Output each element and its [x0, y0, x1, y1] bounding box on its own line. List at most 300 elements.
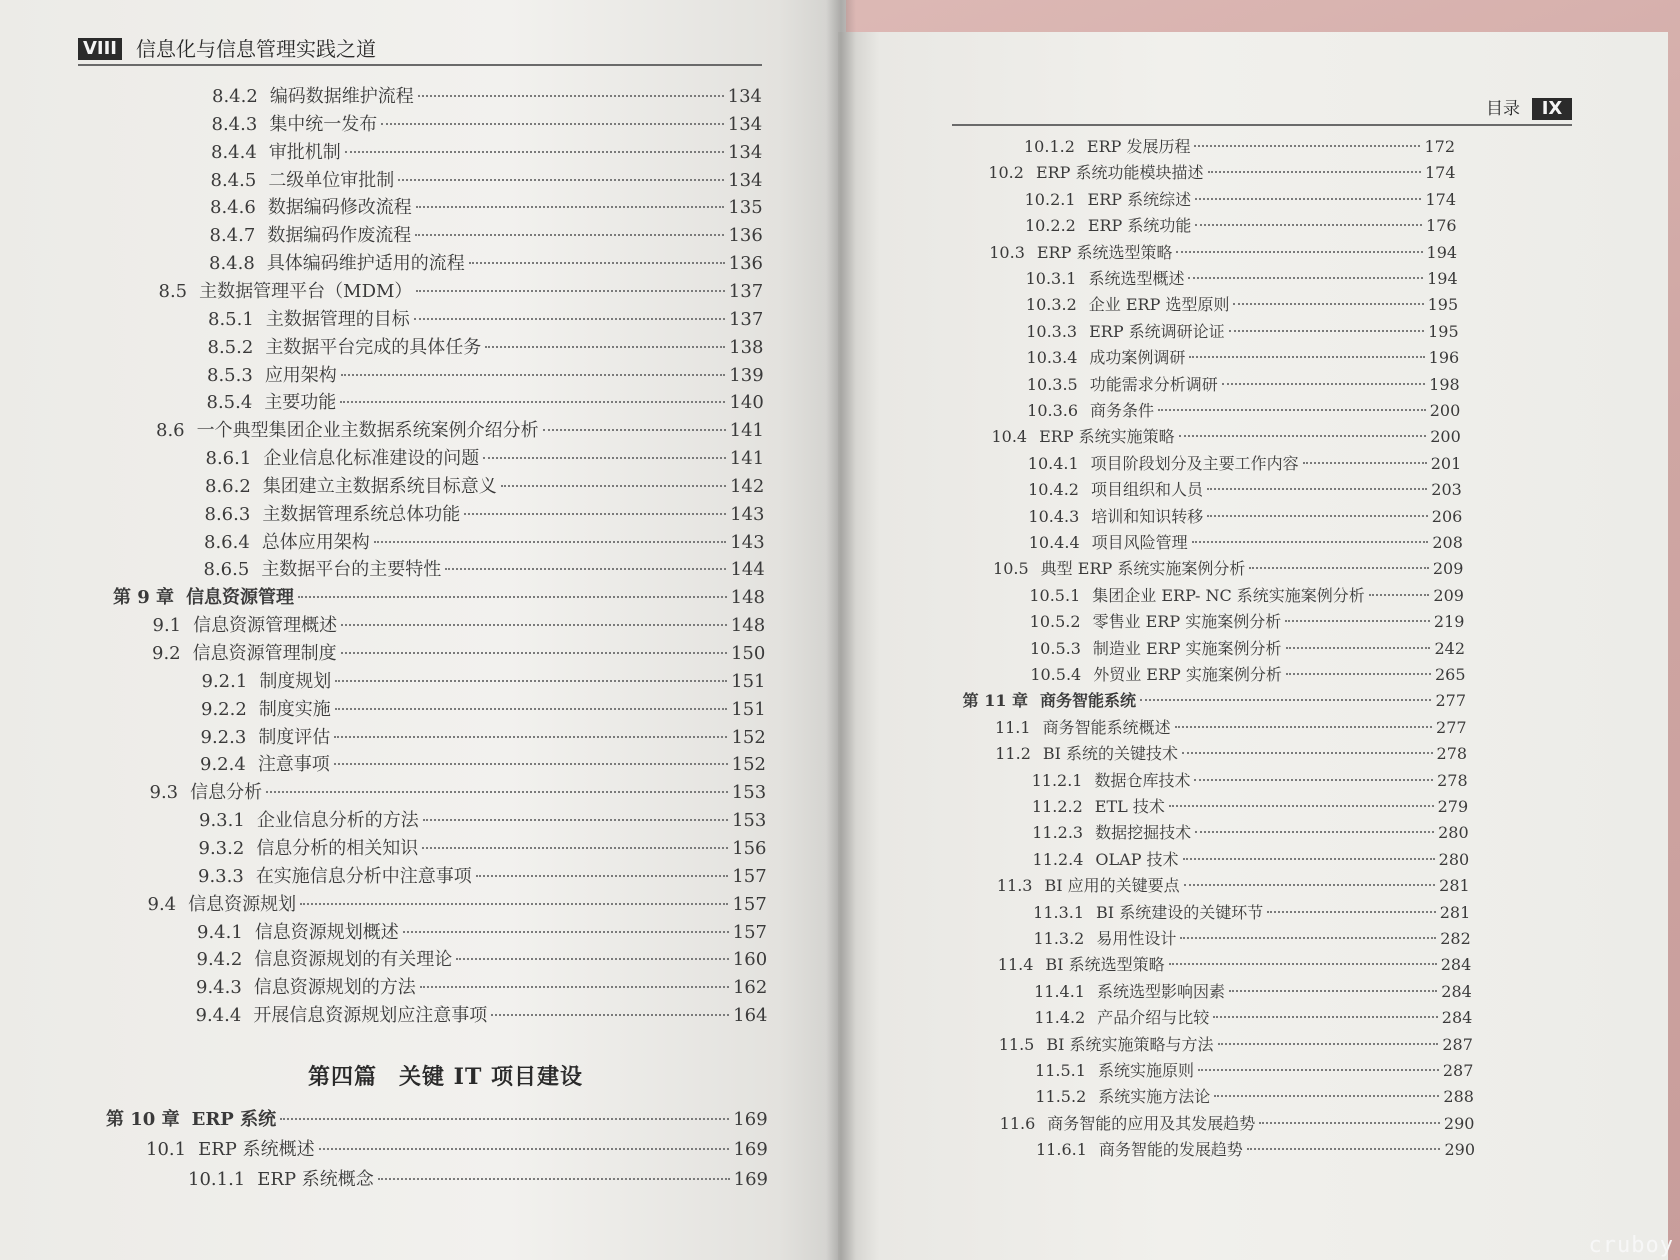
toc-entry — [1032, 768, 1468, 791]
toc-entry-page: 134 — [727, 113, 763, 135]
dot-leader — [420, 986, 729, 988]
book-title: 信息化与信息管理实践之道 — [136, 37, 376, 61]
toc-entry-number: 10.1 — [146, 1139, 187, 1160]
toc-entry-title: 制度实施 — [258, 698, 331, 720]
toc-entry-page: 176 — [1426, 216, 1457, 236]
dot-leader — [1207, 488, 1427, 490]
toc-entry-page: 174 — [1425, 189, 1457, 209]
toc-entry-number: 11.5.2 — [1035, 1087, 1087, 1107]
dot-leader — [1247, 1148, 1441, 1150]
toc-entry-number: 9.1 — [152, 615, 182, 637]
toc-entry-number: 10.3.1 — [1025, 269, 1077, 288]
toc-entry-number: 10.5.3 — [1030, 638, 1081, 658]
toc-entry-number: 8.4.8 — [209, 253, 255, 275]
toc-entry-title: 系统选型影响因素 — [1096, 981, 1225, 1001]
toc-entry-number: 10.2 — [988, 163, 1024, 183]
toc-entry-title: 信息资源规划的方法 — [253, 977, 416, 999]
toc-entry-title: ETL 技术 — [1094, 797, 1165, 816]
toc-entry-title: 集团企业 ERP- NC 系统实施案例分析 — [1092, 585, 1365, 605]
toc-entry-number: 10.5 — [993, 559, 1029, 579]
toc-entry — [1033, 926, 1470, 949]
toc-entry-page: 137 — [728, 308, 764, 330]
watermark: cruboy — [1588, 1233, 1674, 1258]
toc-entry-number: 9.3.3 — [198, 865, 244, 887]
toc-entry — [208, 305, 763, 331]
toc-entry-page: 150 — [730, 643, 766, 664]
dot-leader — [1222, 383, 1425, 385]
toc-entry-page: 287 — [1442, 1061, 1474, 1080]
toc-entry-page: 138 — [729, 336, 764, 358]
toc-entry-number: 11.4.2 — [1034, 1008, 1086, 1028]
toc-entry-page: 169 — [733, 1109, 768, 1130]
toc-entry-title: 制度评估 — [258, 726, 331, 748]
toc-entry — [197, 945, 768, 971]
toc-entry — [148, 890, 767, 916]
dot-leader — [1195, 831, 1434, 833]
toc-entry-number: 11.2.3 — [1032, 823, 1084, 843]
toc-entry-number: 第 10 章 — [106, 1109, 180, 1130]
toc-entry-number: 8.6 — [156, 420, 185, 442]
toc-entry-number: 11.3.2 — [1033, 929, 1085, 948]
toc-entry-title: ERP 发展历程 — [1086, 137, 1191, 156]
toc-entry-number: 8.5.3 — [207, 364, 253, 386]
dot-leader — [334, 763, 728, 765]
toc-entry-title: 制造业 ERP 实施案例分析 — [1092, 638, 1282, 658]
toc-entry-page: 194 — [1427, 269, 1458, 288]
left-page-number: VIII — [78, 38, 122, 60]
toc-entry-number: 8.5.2 — [207, 336, 254, 358]
toc-entry-number: 8.4.7 — [209, 225, 256, 247]
toc-entry-title: 在实施信息分析中注意事项 — [255, 865, 472, 887]
toc-entry-page: 277 — [1435, 691, 1467, 711]
dot-leader — [423, 819, 728, 821]
right-page — [838, 32, 1668, 1260]
toc-entry-number: 10.1.2 — [1024, 137, 1075, 156]
toc-entry — [1027, 372, 1460, 395]
dot-leader — [1208, 171, 1421, 173]
toc-entry-number: 9.3.1 — [199, 810, 245, 832]
toc-entry — [210, 221, 763, 247]
toc-entry-number: 8.4.3 — [211, 113, 258, 135]
toc-entry-page: 141 — [729, 420, 764, 442]
toc-entry-number: 11.4.1 — [1034, 981, 1085, 1001]
toc-entry — [196, 1001, 768, 1027]
dot-leader — [483, 457, 725, 459]
dot-leader — [1286, 673, 1431, 675]
toc-entry — [159, 277, 764, 303]
toc-entry-page: 265 — [1434, 665, 1466, 684]
toc-entry-title: 注意事项 — [257, 754, 330, 776]
toc-entry-title: 商务智能系统 — [1040, 691, 1137, 711]
toc-entry-number: 9.4.1 — [197, 921, 243, 943]
right-page-number: IX — [1532, 98, 1572, 120]
toc-entry-number: 8.4.4 — [211, 141, 257, 163]
toc-entry — [207, 388, 764, 414]
toc-entry-page: 278 — [1437, 770, 1468, 790]
toc-entry-title: 典型 ERP 系统实施案例分析 — [1040, 559, 1246, 579]
dot-leader — [319, 1148, 730, 1150]
toc-entry-title: 信息资源管理 — [186, 587, 295, 609]
toc-entry-title: 主数据管理平台（MDM） — [199, 280, 413, 302]
toc-entry-page: 282 — [1440, 929, 1471, 948]
toc-entry-number: 8.4.5 — [210, 169, 257, 191]
toc-entry — [1025, 187, 1456, 210]
toc-entry-page: 277 — [1436, 717, 1467, 737]
toc-entry-title: 编码数据维护流程 — [269, 86, 414, 107]
toc-entry-title: 信息资源管理制度 — [192, 643, 337, 664]
toc-entry-page: 139 — [729, 364, 764, 386]
toc-entry-title: 商务智能的应用及其发展趋势 — [1047, 1113, 1256, 1133]
toc-entry — [198, 862, 767, 888]
dot-leader — [485, 346, 725, 348]
toc-entry — [200, 750, 766, 776]
toc-entry-page: 203 — [1431, 480, 1462, 500]
toc-entry-title: 商务条件 — [1090, 401, 1155, 420]
toc-entry-title: OLAP 技术 — [1095, 849, 1179, 869]
dot-leader — [1184, 884, 1436, 886]
toc-entry-number: 10.1.1 — [188, 1169, 246, 1190]
toc-entry-page: 157 — [732, 865, 767, 887]
toc-entry-page: 134 — [728, 169, 763, 191]
toc-entry — [1033, 900, 1470, 923]
toc-entry-title: ERP 系统实施策略 — [1039, 427, 1175, 447]
toc-entry-title: 项目组织和人员 — [1090, 480, 1203, 500]
toc-entry-title: 信息资源规划的有关理论 — [254, 949, 453, 971]
toc-entry-number: 11.2.1 — [1031, 770, 1083, 790]
toc-entry — [146, 1135, 768, 1161]
toc-entry-page: 287 — [1442, 1034, 1473, 1054]
toc-entry — [1033, 847, 1470, 870]
toc-entry-title: 主数据管理系统总体功能 — [262, 503, 461, 525]
toc-entry-title: 项目阶段划分及主要工作内容 — [1090, 453, 1299, 473]
toc-entry-page: 280 — [1438, 823, 1469, 843]
toc-entry-title: 具体编码维护适用的流程 — [266, 253, 465, 275]
toc-entry-title: 数据编码修改流程 — [267, 197, 412, 219]
toc-entry-page: 288 — [1443, 1087, 1474, 1107]
toc-entry-number: 11.6.1 — [1036, 1140, 1087, 1160]
toc-entry — [211, 138, 762, 164]
dot-leader — [543, 429, 726, 431]
toc-entry-title: 企业 ERP 选型原则 — [1088, 295, 1230, 315]
toc-entry — [1025, 213, 1457, 236]
toc-entry-title: 主数据平台完成的具体任务 — [265, 336, 482, 358]
toc-entry-number: 第 11 章 — [962, 691, 1029, 711]
toc-entry-page: 157 — [732, 921, 767, 943]
dot-leader — [1207, 515, 1427, 517]
toc-entry-title: 数据仓库技术 — [1094, 770, 1191, 790]
toc-entry-page: 281 — [1439, 876, 1470, 896]
toc-entry — [113, 583, 765, 609]
toc-entry-page: 200 — [1430, 427, 1461, 447]
toc-entry-number: 10.3.4 — [1026, 348, 1078, 368]
toc-entry — [205, 500, 765, 526]
toc-entry-page: 160 — [732, 949, 768, 971]
toc-entry — [1034, 1005, 1472, 1028]
toc-entry — [995, 715, 1467, 738]
toc-entry — [199, 834, 767, 860]
toc-entry — [201, 695, 766, 721]
toc-entry-page: 151 — [731, 670, 766, 692]
toc-entry-page: 156 — [732, 837, 767, 859]
dot-leader — [374, 541, 726, 543]
toc-entry-page: 144 — [730, 559, 765, 581]
toc-entry-number: 10.3.3 — [1026, 321, 1078, 341]
toc-entry-number: 9.4.4 — [195, 1005, 242, 1027]
toc-entry — [201, 723, 766, 749]
dot-leader — [1259, 1122, 1440, 1124]
toc-entry — [211, 166, 763, 192]
toc-entry — [1026, 292, 1458, 315]
dot-leader — [1195, 198, 1421, 200]
dot-leader — [469, 262, 725, 264]
toc-entry-number: 9.2.2 — [201, 698, 247, 720]
toc-entry — [196, 973, 767, 999]
dot-leader — [1229, 990, 1437, 992]
toc-entry — [1029, 530, 1463, 553]
dot-leader — [334, 736, 727, 738]
dot-leader — [416, 206, 724, 208]
toc-entry-title: 系统实施原则 — [1097, 1061, 1194, 1080]
toc-entry-page: 206 — [1431, 506, 1463, 526]
dot-leader — [381, 123, 723, 125]
toc-entry-page: 284 — [1441, 1008, 1473, 1028]
toc-entry — [1027, 345, 1460, 368]
toc-entry-title: 数据挖掘技术 — [1095, 823, 1192, 843]
toc-entry — [989, 240, 1457, 263]
dot-leader — [1179, 435, 1427, 437]
dot-leader — [398, 179, 724, 181]
toc-entry-title: 系统选型概述 — [1088, 269, 1185, 288]
toc-entry-page: 174 — [1424, 163, 1456, 183]
dot-leader — [280, 1118, 729, 1120]
toc-entry-number: 10.3.6 — [1027, 401, 1079, 420]
toc-entry — [999, 1032, 1473, 1055]
toc-entry-page: 209 — [1432, 559, 1464, 579]
toc-entry-title: 数据编码作废流程 — [267, 225, 412, 247]
toc-entry-page: 169 — [733, 1169, 768, 1190]
dot-leader — [335, 708, 727, 710]
toc-entry-number: 10.4.3 — [1028, 506, 1080, 526]
toc-entry — [210, 193, 763, 219]
toc-entry — [204, 528, 765, 554]
toc-entry — [153, 611, 766, 637]
toc-entry — [1035, 1058, 1473, 1081]
toc-entry-title: BI 系统实施策略与方法 — [1046, 1034, 1214, 1054]
toc-entry-title: 系统实施方法论 — [1098, 1087, 1211, 1107]
toc-entry-page: 281 — [1439, 902, 1471, 922]
toc-entry — [1028, 451, 1462, 474]
dot-leader — [341, 624, 727, 626]
toc-entry — [188, 1165, 768, 1191]
dot-leader — [1369, 594, 1430, 596]
dot-leader — [345, 151, 724, 153]
dot-leader — [1213, 1016, 1437, 1018]
toc-entry-page: 136 — [728, 225, 763, 247]
dot-leader — [1188, 277, 1423, 279]
toc-entry-title: 企业信息化标准建设的问题 — [263, 448, 480, 470]
toc-entry-page: 153 — [731, 782, 767, 804]
dot-leader — [341, 374, 725, 376]
toc-entry — [993, 556, 1463, 579]
dot-leader — [1182, 752, 1432, 754]
toc-entry-number: 10.3 — [989, 242, 1025, 262]
toc-entry-page: 219 — [1433, 612, 1465, 632]
toc-entry-title: BI 系统建设的关键环节 — [1096, 902, 1264, 922]
toc-entry-page: 198 — [1429, 374, 1460, 394]
toc-entry-number: 9.4 — [147, 893, 177, 915]
dot-leader — [1192, 541, 1429, 543]
toc-entry-page: 290 — [1443, 1113, 1475, 1133]
toc-entry — [156, 416, 764, 442]
toc-entry-number: 10.2.2 — [1024, 216, 1076, 236]
part-title — [308, 1060, 583, 1091]
toc-entry-number: 11.2.2 — [1031, 797, 1083, 816]
dot-leader — [1229, 330, 1424, 332]
toc-entry-page: 142 — [729, 475, 765, 497]
toc-entry-number: 11.5.1 — [1035, 1061, 1086, 1080]
toc-entry-title: 审批机制 — [268, 141, 341, 163]
toc-entry — [991, 424, 1460, 447]
dot-leader — [464, 513, 726, 515]
toc-entry-title: ERP 系统概述 — [198, 1139, 315, 1160]
toc-entry — [1034, 979, 1472, 1002]
toc-entry-title: 主要功能 — [264, 392, 337, 414]
toc-entry-title: 商务智能系统概述 — [1042, 717, 1171, 737]
toc-entry-number: 11.3.1 — [1033, 902, 1085, 922]
toc-entry-title: 开展信息资源规划应注意事项 — [253, 1005, 488, 1027]
toc-entry-title: 集中统一发布 — [269, 113, 378, 135]
toc-entry-title: ERP 系统 — [191, 1109, 277, 1130]
toc-entry-page: 162 — [732, 977, 768, 999]
toc-entry-page: 290 — [1444, 1140, 1475, 1160]
toc-entry-page: 134 — [727, 141, 763, 163]
toc-entry-title: 信息资源管理概述 — [193, 615, 338, 637]
dot-leader — [1176, 251, 1422, 253]
toc-entry-page: 194 — [1426, 242, 1458, 262]
dot-leader — [1267, 911, 1435, 913]
toc-entry — [212, 110, 763, 136]
toc-entry-title: 一个典型集团企业主数据系统案例介绍分析 — [196, 420, 539, 442]
dot-leader — [422, 847, 728, 849]
toc-entry-number: 10.3.5 — [1026, 374, 1078, 394]
toc-entry — [202, 667, 766, 693]
dot-leader — [340, 401, 725, 403]
toc-entry-page: 195 — [1427, 295, 1459, 315]
toc-entry — [106, 1105, 768, 1131]
toc-entry-page: 280 — [1438, 849, 1470, 869]
toc-entry — [212, 82, 762, 108]
toc-entry-title: ERP 系统综述 — [1087, 189, 1192, 209]
toc-entry-title: 商务智能的发展趋势 — [1098, 1140, 1243, 1160]
toc-entry-title: 主数据平台的主要特性 — [261, 559, 442, 581]
toc-entry — [1032, 794, 1468, 817]
toc-entry-number: 8.5.1 — [208, 308, 254, 330]
dot-leader — [1249, 567, 1429, 569]
toc-entry-number: 10.5.4 — [1030, 665, 1082, 684]
toc-entry-number: 第 9 章 — [113, 587, 175, 609]
toc-entry-title: 信息分析 — [190, 782, 263, 804]
toc-entry-page: 136 — [728, 253, 763, 275]
toc-entry — [995, 741, 1467, 764]
toc-entry-page: 164 — [733, 1005, 768, 1027]
toc-entry-page: 195 — [1428, 321, 1459, 341]
toc-entry-number: 8.4.6 — [210, 197, 256, 219]
toc-entry — [1035, 1084, 1474, 1107]
toc-entry-number: 8.5 — [158, 280, 188, 302]
dot-leader — [1189, 356, 1424, 358]
dot-leader — [1169, 805, 1434, 807]
toc-entry — [206, 444, 765, 470]
dot-leader — [300, 903, 728, 905]
toc-entry-number: 9.2.3 — [200, 726, 247, 748]
toc-entry-title: 培训和知识转移 — [1091, 506, 1204, 526]
toc-entry-page: 148 — [730, 587, 765, 609]
dot-leader — [1158, 409, 1426, 411]
toc-entry-page: 284 — [1440, 955, 1472, 975]
toc-entry — [1026, 319, 1458, 342]
dot-leader — [378, 1178, 730, 1180]
toc-entry-page: 209 — [1433, 585, 1464, 605]
dot-leader — [266, 791, 728, 793]
dot-leader — [298, 596, 727, 598]
toc-entry-number: 8.6.4 — [204, 531, 250, 553]
toc-entry-page: 208 — [1432, 533, 1463, 552]
toc-entry-number: 9.3.2 — [198, 837, 245, 859]
toc-entry-title: 制度规划 — [259, 670, 332, 692]
toc-entry-number: 11.2 — [995, 744, 1031, 764]
toc-entry-number: 9.3 — [149, 782, 179, 804]
toc-entry-title: ERP 系统概念 — [257, 1169, 374, 1190]
toc-entry — [1032, 820, 1468, 843]
toc-entry-number: 10.4.4 — [1028, 533, 1080, 552]
toc-entry — [205, 472, 764, 498]
dot-leader — [1286, 647, 1431, 649]
toc-entry-title: 应用架构 — [264, 364, 337, 386]
toc-entry-page: 200 — [1429, 401, 1461, 420]
toc-entry-number: 10.5.2 — [1029, 612, 1081, 632]
toc-entry-title: BI 系统的关键技术 — [1042, 744, 1179, 764]
toc-entry-title: 集团建立主数据系统目标意义 — [262, 475, 497, 497]
toc-entry-number: 10.4.2 — [1028, 480, 1079, 500]
dot-leader — [1198, 1069, 1439, 1071]
toc-entry-page: 284 — [1441, 981, 1472, 1001]
toc-entry-number: 8.4.2 — [212, 86, 258, 107]
toc-entry-title: 功能需求分析调研 — [1089, 374, 1218, 394]
dot-leader — [335, 680, 727, 682]
toc-entry-number: 11.2.4 — [1032, 849, 1084, 869]
toc-entry-page: 172 — [1424, 137, 1455, 156]
toc-entry — [1028, 504, 1462, 527]
toc-entry-page: 152 — [731, 754, 766, 776]
toc-entry — [1030, 609, 1465, 632]
toc-entry-title: 零售业 ERP 实施案例分析 — [1092, 612, 1282, 632]
dot-leader — [1169, 963, 1437, 965]
toc-entry-title: 信息资源规划 — [188, 893, 297, 915]
toc-entry-title: 信息资源规划概述 — [254, 921, 399, 943]
toc-entry-title: ERP 系统选型策略 — [1036, 242, 1173, 262]
dot-leader — [456, 958, 728, 960]
toc-entry — [998, 952, 1472, 975]
toc-entry — [1036, 1137, 1475, 1160]
toc-entry-title: ERP 系统功能模块描述 — [1035, 163, 1204, 183]
toc-entry-title: 外贸业 ERP 实施案例分析 — [1093, 665, 1282, 684]
toc-entry-title: 信息分析的相关知识 — [256, 837, 419, 859]
toc-entry-page: 278 — [1436, 744, 1468, 764]
toc-entry-page: 157 — [732, 893, 767, 915]
dot-leader — [1194, 145, 1420, 147]
toc-entry-page: 242 — [1434, 638, 1465, 658]
toc-entry — [1000, 1111, 1475, 1134]
